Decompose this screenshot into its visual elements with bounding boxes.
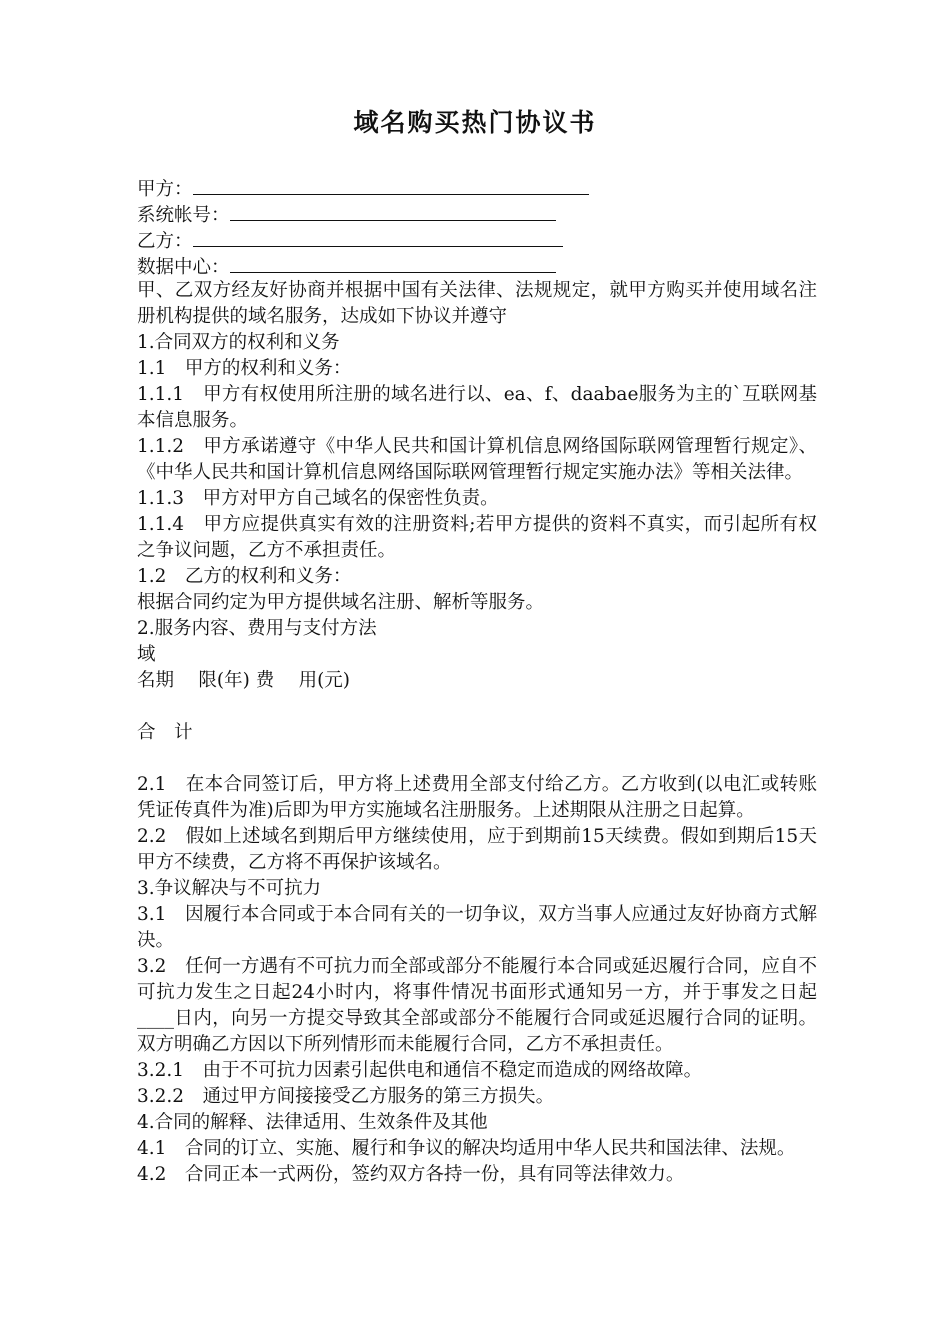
clause-1-2-text: 根据合同约定为甲方提供域名注册、解析等服务。 xyxy=(137,592,545,613)
section-3-heading: 3.争议解决与不可抗力 xyxy=(137,878,322,899)
party-b-line xyxy=(137,226,817,252)
data-center-label: 数据中心： xyxy=(137,257,230,278)
clause-1-1-2: 1.1.2 甲方承诺遵守《中华人民共和国计算机信息网络国际联网管理暂行规定》、《中华人民共和国计算机信息网络国际联网管理暂行规定实施办法》等相关法律。 xyxy=(137,436,817,483)
party-a-line xyxy=(137,174,817,200)
clause-3-2-2: 3.2.2 通过甲方间接接受乙方服务的第三方损失。 xyxy=(137,1086,555,1107)
fee-total: 合 计 xyxy=(137,722,193,743)
fee-table-line-1: 域 xyxy=(137,644,156,665)
clause-1-1: 1.1 甲方的权利和义务： xyxy=(137,358,352,379)
data-center-blank xyxy=(230,252,556,273)
party-a-blank xyxy=(193,174,589,195)
party-a-label: 甲方： xyxy=(137,179,193,200)
data-center-line xyxy=(137,252,817,278)
clause-4-2: 4.2 合同正本一式两份，签约双方各持一份，具有同等法律效力。 xyxy=(137,1164,685,1185)
section-1-heading: 1.合同双方的权利和义务 xyxy=(137,332,340,353)
system-account-blank xyxy=(230,200,556,221)
clause-3-1: 3.1 因履行本合同或于本合同有关的一切争议，双方当事人应通过友好协商方式解决。 xyxy=(137,904,817,951)
clause-1-1-3: 1.1.3 甲方对甲方自己域名的保密性负责。 xyxy=(137,488,499,509)
clause-3-2: 3.2 任何一方遇有不可抗力而全部或部分不能履行本合同或延迟履行合同，应自不可抗力发生之日起24小时内，将事件情况书面形式通知另一方，并于事发之日起____日内，向另一方提交导致其全部或部分不能履行合同或延迟履行合同的证明。双方明确乙方因以下所列情形而未能履行合同，乙方不承担责任。 xyxy=(137,956,817,1055)
clause-1-1-1: 1.1.1 甲方有权使用所注册的域名进行以、ea、f、daabae服务为主的`互联网基本信息服务。 xyxy=(137,384,817,431)
party-b-label: 乙方： xyxy=(137,231,193,252)
system-account-label: 系统帐号： xyxy=(137,205,230,226)
section-2-heading: 2.服务内容、费用与支付方法 xyxy=(137,618,377,639)
clause-2-2: 2.2 假如上述域名到期后甲方继续使用，应于到期前15天续费。假如到期后15天甲方不续费，乙方将不再保护该域名。 xyxy=(137,826,817,873)
fee-table-line-2: 名期 限(年) 费 用(元) xyxy=(137,670,351,691)
section-4-heading: 4.合同的解释、法律适用、生效条件及其他 xyxy=(137,1112,488,1133)
clause-1-1-4: 1.1.4 甲方应提供真实有效的注册资料;若甲方提供的资料不真实，而引起所有权之争议问题，乙方不承担责任。 xyxy=(137,514,817,561)
spacer xyxy=(137,746,817,772)
system-account-line xyxy=(137,200,817,226)
clause-2-1: 2.1 在本合同签订后，甲方将上述费用全部支付给乙方。乙方收到(以电汇或转账凭证传真件为准)后即为甲方实施域名注册服务。上述期限从注册之日起算。 xyxy=(137,774,817,821)
clause-3-2-1: 3.2.1 由于不可抗力因素引起供电和通信不稳定而造成的网络故障。 xyxy=(137,1060,703,1081)
document-body xyxy=(137,174,817,1188)
intro-paragraph: 甲、乙双方经友好协商并根据中国有关法律、法规规定，就甲方购买并使用域名注册机构提供的域名服务，达成如下协议并遵守 xyxy=(137,280,817,327)
party-b-blank xyxy=(193,226,563,247)
clause-4-1: 4.1 合同的订立、实施、履行和争议的解决均适用中华人民共和国法律、法规。 xyxy=(137,1138,796,1159)
document-title: 域名购买热门协议书 xyxy=(353,108,597,137)
spacer xyxy=(137,694,817,720)
clause-1-2: 1.2 乙方的权利和义务： xyxy=(137,566,352,587)
